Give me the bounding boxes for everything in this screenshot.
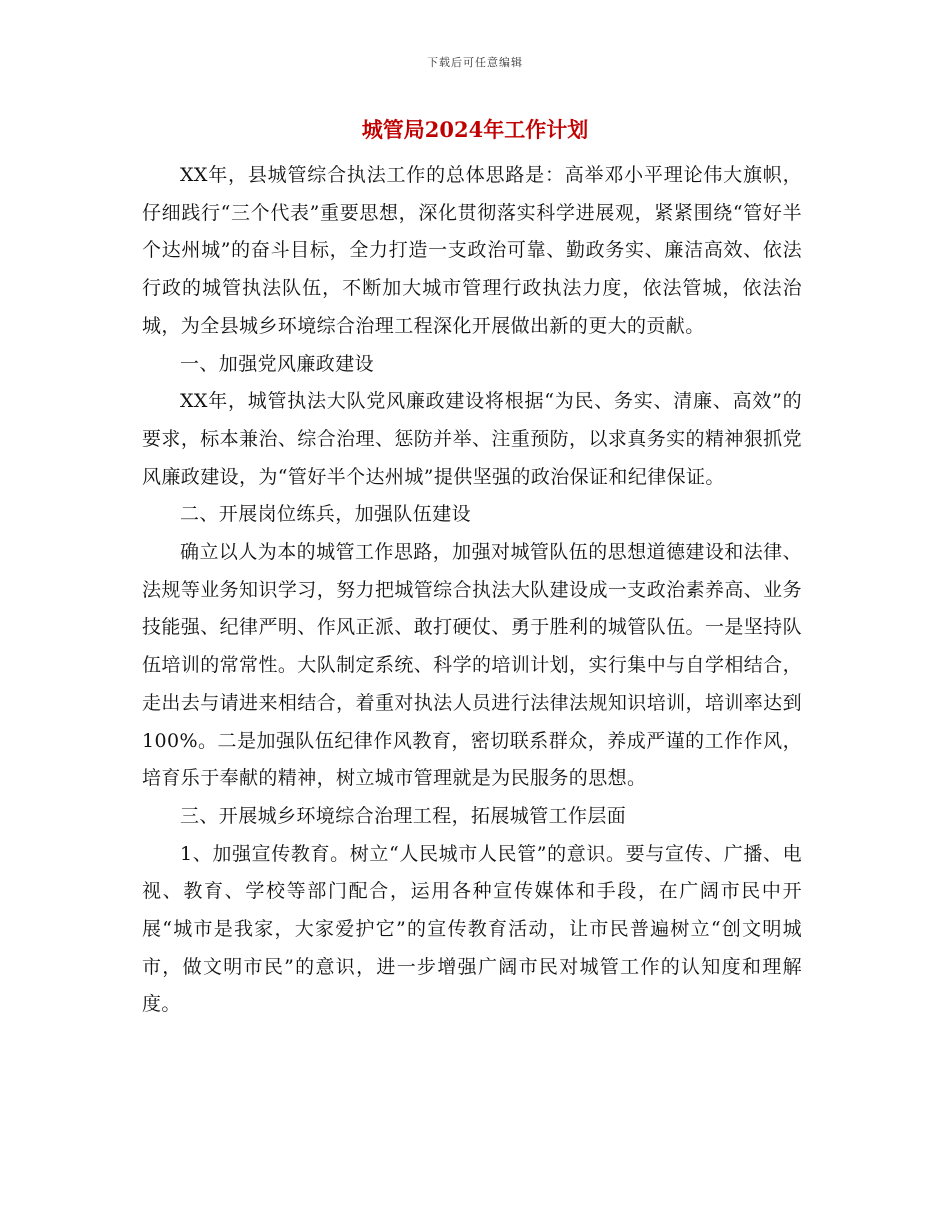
section-heading-2: 二、开展岗位练兵，加强队伍建设 [180, 503, 472, 526]
document-title: 城管局2024年工作计划 [361, 117, 589, 142]
section-heading-1: 一、加强党风廉政建设 [180, 352, 375, 375]
paragraph-section-2: 确立以人为本的城管工作思路，加强对城管队伍的思想道德建设和法律、法规等业务知识学习，努力把城管综合执法大队建设成一支政治素养高、业务技能强、纪律严明、作风正派、敢打硬仗、勇于胜利的城管队伍。一是坚持队伍培训的常常性。大队制定系统、科学的培训计划，实行集中与自学相结合，走出去与请进来相结合，着重对执法人员进行法律法规知识培训，培训率达到100%。二是加强队伍纪律作风教育，密切联系群众，养成严谨的工作作风，培育乐于奉献的精神，树立城市管理就是为民服务的思想。 [142, 541, 802, 790]
paragraph-section-3-item-1: 1、加强宣传教育。树立“人民城市人民管”的意识。要与宣传、广播、电视、教育、学校等部门配合，运用各种宣传媒体和手段，在广阔市民中开展“城市是我家，大家爱护它”的宣传教育活动，让市民普遍树立“创文明城市，做文明市民”的意识，进一步增强广阔市民对城管工作的认知度和理解度。 [142, 842, 802, 1016]
document-body [142, 157, 802, 1024]
paragraph-section-1: XX年，城管执法大队党风廉政建设将根据“为民、务实、清廉、高效”的要求，标本兼治、综合治理、惩防并举、注重预防，以求真务实的精神狠抓党风廉政建设，为“管好半个达州城”提供坚强的政治保证和纪律保证。 [142, 390, 802, 488]
page-header-note: 下载后可任意编辑 [427, 56, 523, 69]
section-heading-3: 三、开展城乡环境综合治理工程，拓展城管工作层面 [180, 804, 627, 827]
paragraph-intro: XX年，县城管综合执法工作的总体思路是：高举邓小平理论伟大旗帜，仔细践行“三个代表”重要思想，深化贯彻落实科学进展观，紧紧围绕“管好半个达州城”的奋斗目标，全力打造一支政治可靠、勤政务实、廉洁高效、依法行政的城管执法队伍，不断加大城市管理行政执法力度，依法管城，依法治城，为全县城乡环境综合治理工程深化开展做出新的更大的贡献。 [142, 164, 802, 337]
